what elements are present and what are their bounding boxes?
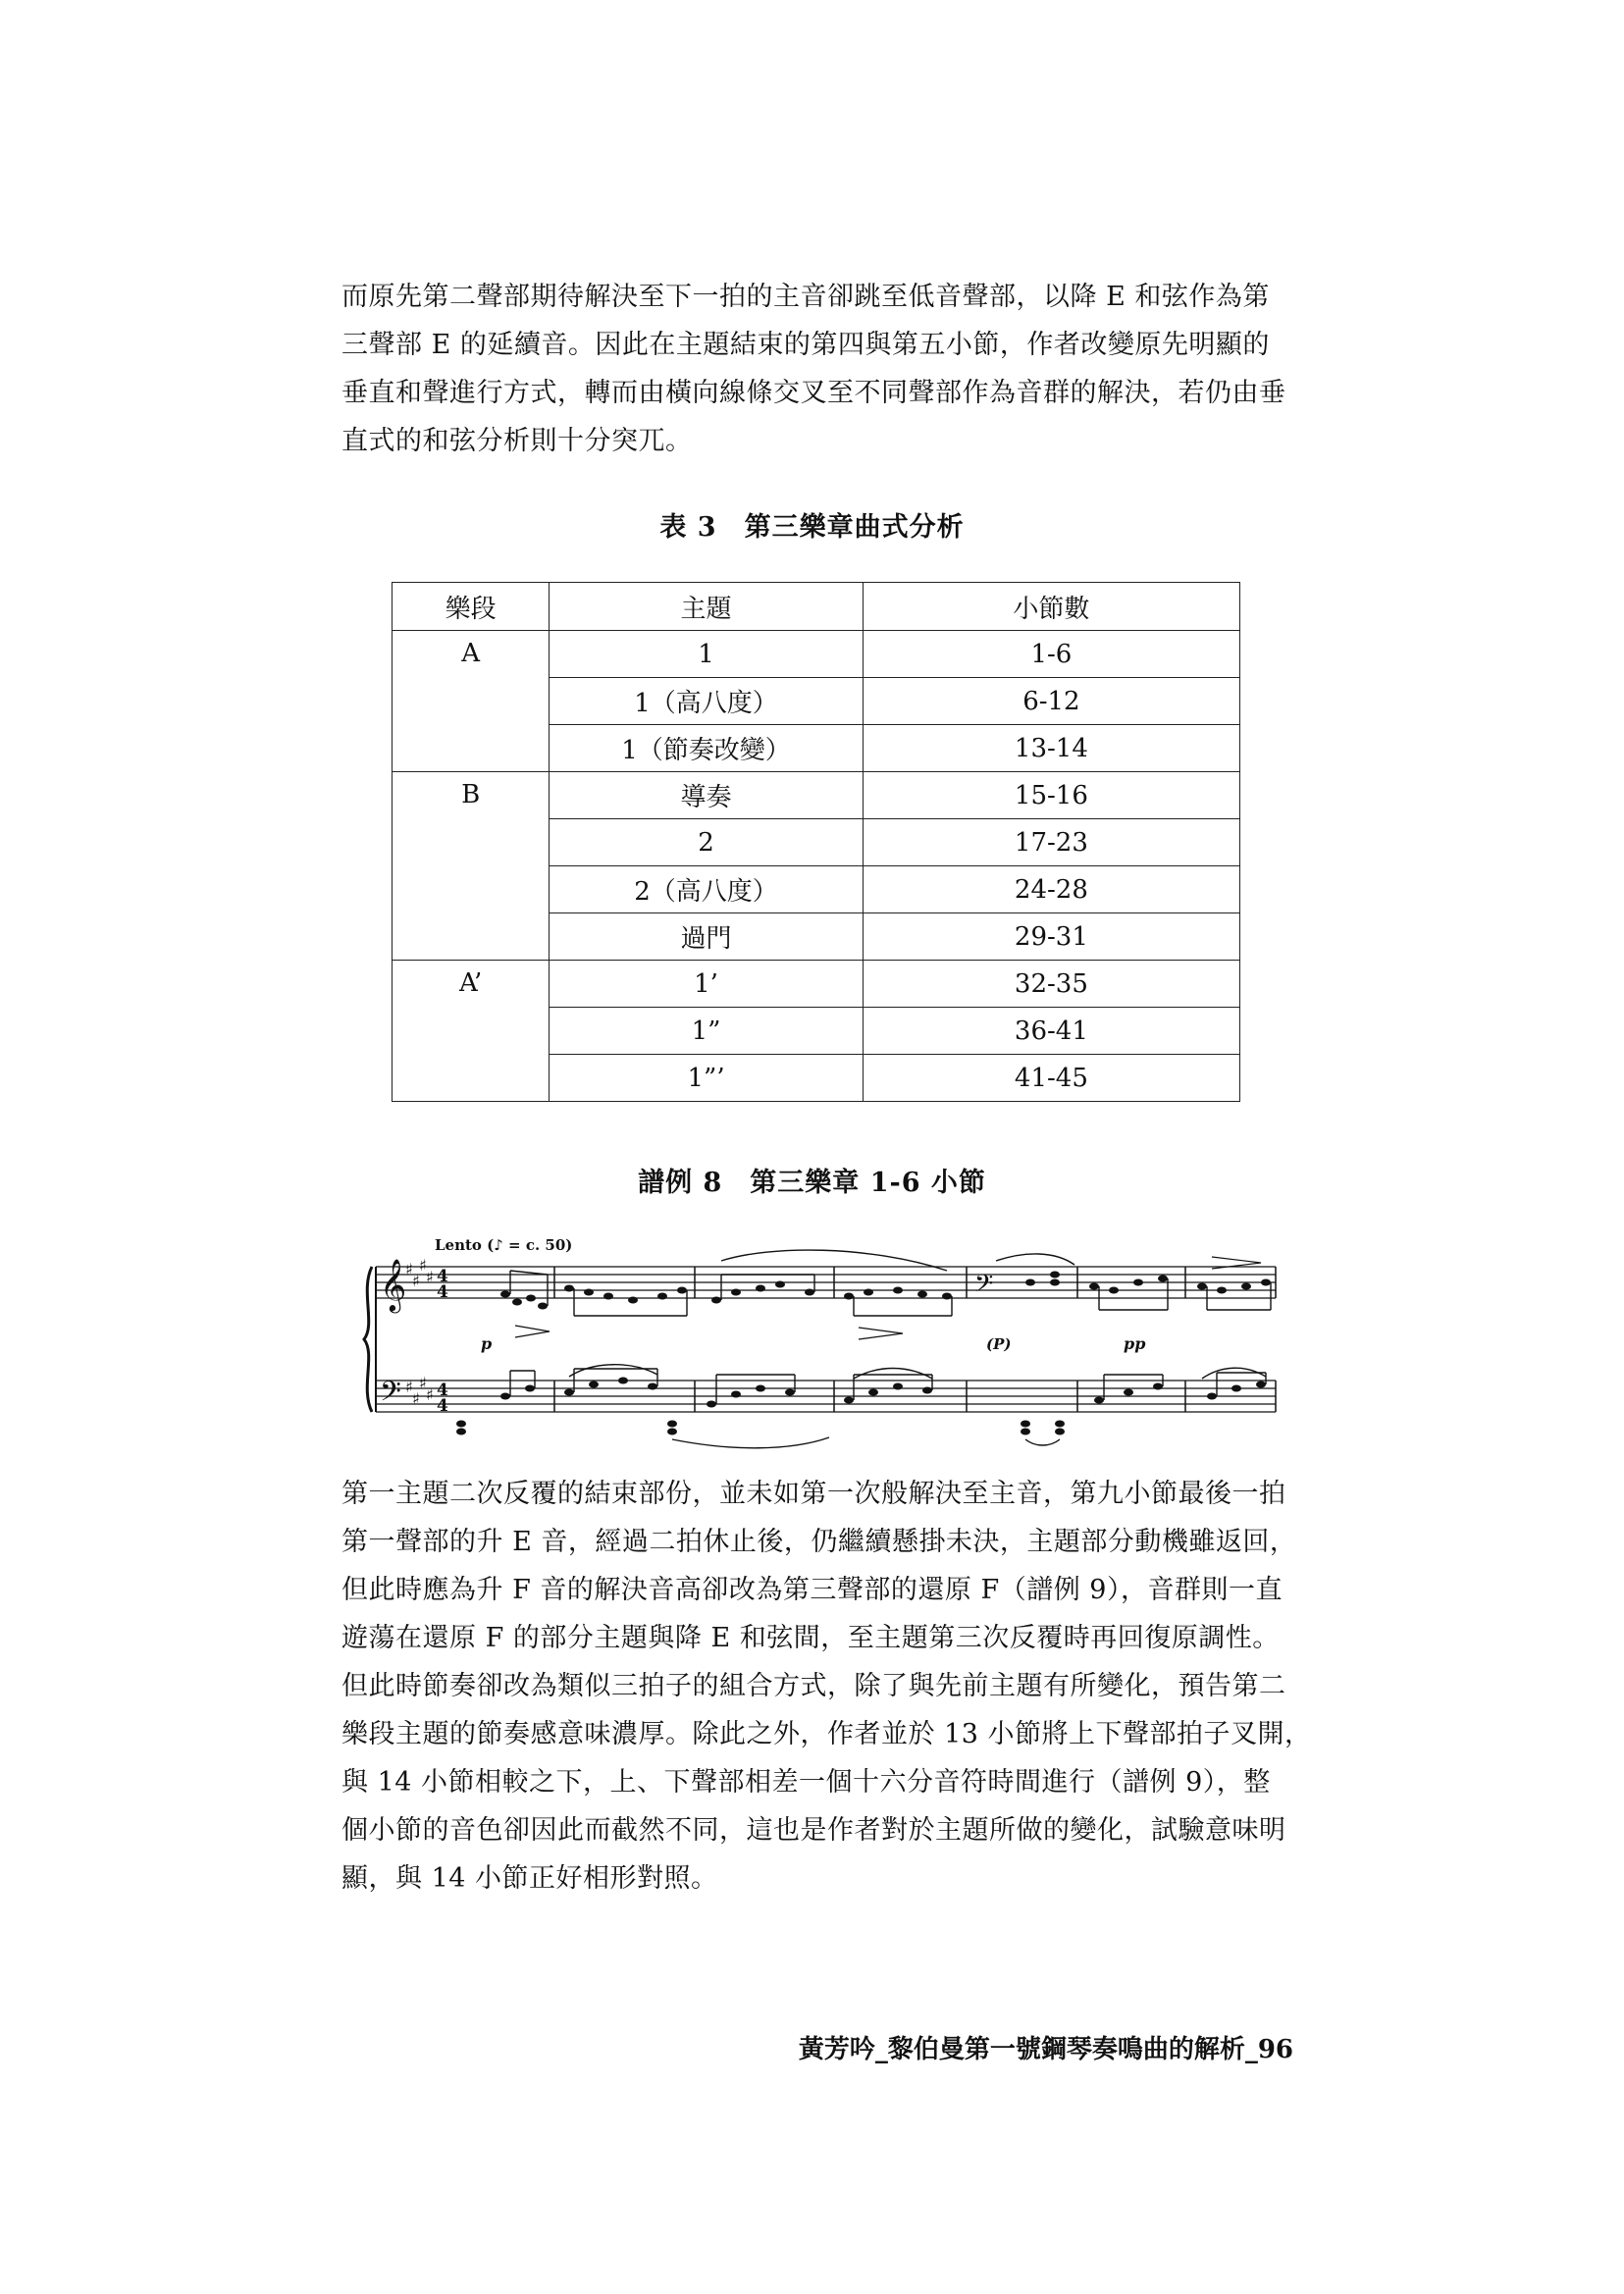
svg-text:♯: ♯ [412,1272,420,1290]
key-signature-sharps [405,1256,434,1408]
text-line: 樂段主題的節奏感意味濃厚。除此之外，作者並於 13 小節將上下聲部拍子叉開， [341,1719,1312,1749]
dynamic-pp: pp [1124,1334,1146,1353]
table-row [393,961,1240,1008]
text-line: 三聲部 E 的延續音。因此在主題結束的第四與第五小節，作者改變原先明顯的 [341,330,1270,360]
header-bars: 小節數 [863,583,1239,631]
dynamic-p-paren: (P) [986,1335,1012,1353]
bars-cell: 24-28 [863,866,1239,913]
bars-cell: 13-14 [863,725,1239,772]
form-analysis-table [392,582,1240,1102]
example-caption: 譜例 8 第三樂章 1-6 小節 [638,1168,986,1198]
theme-cell: 1 [550,631,864,678]
svg-text:4: 4 [437,1282,448,1302]
text-line: 第一主題二次反覆的結束部份，並未如第一次般解決至主音，第九小節最後一拍 [341,1479,1286,1509]
section-cell: B [393,772,550,961]
svg-text:♯: ♯ [426,1385,434,1404]
svg-text:♯: ♯ [405,1378,413,1396]
svg-text:4: 4 [437,1267,448,1286]
text-line: 但此時應為升 F 音的解決音高卻改為第三聲部的還原 F（譜例 9），音群則一直 [341,1575,1283,1605]
bars-cell: 6-12 [863,678,1239,725]
svg-text:♯: ♯ [419,1374,427,1392]
bass-clef-change-icon: 𝄢 [974,1270,994,1304]
bass-notes [456,1378,1266,1435]
svg-text:♯: ♯ [412,1389,420,1408]
svg-text:4: 4 [437,1381,448,1400]
dynamic-p: p [481,1334,493,1353]
page-footer: 黃芳吟_黎伯曼第一號鋼琴奏鳴曲的解析_96 [798,2035,1293,2064]
theme-cell: 1’ [550,961,864,1008]
theme-cell: 1（高八度） [550,678,864,725]
svg-text:♯: ♯ [426,1268,434,1286]
bars-cell: 41-45 [863,1055,1239,1102]
table-row [393,772,1240,819]
text-line: 個小節的音色卻因此而截然不同，這也是作者對於主題所做的變化，試驗意味明 [341,1815,1286,1846]
theme-cell: 2（高八度） [550,866,864,913]
tempo-marking: Lento (♪ = c. 50) [435,1236,573,1254]
table-header-row [393,583,1240,631]
bars-cell: 15-16 [863,772,1239,819]
bars-cell: 17-23 [863,819,1239,866]
bass-clef-icon: 𝄢 [380,1376,401,1415]
svg-text:4: 4 [437,1396,448,1416]
theme-cell: 過門 [550,913,864,961]
text-line: 遊蕩在還原 F 的部分主題與降 E 和弦間，至主題第三次反覆時再回復原調性。 [341,1623,1280,1653]
text-line: 直式的和弦分析則十分突兀。 [341,426,693,456]
bars-cell: 32-35 [863,961,1239,1008]
treble-clef-icon: 𝄞 [380,1258,407,1311]
paragraph-1 [341,273,1293,465]
bars-cell: 29-31 [863,913,1239,961]
time-signature [437,1267,448,1416]
text-line: 垂直和聲進行方式，轉而由橫向線條交叉至不同聲部作為音群的解決，若仍由垂 [341,378,1286,408]
text-line: 與 14 小節相較之下，上、下聲部相差一個十六分音符時間進行（譜例 9），整 [341,1767,1271,1798]
music-score-excerpt [358,1231,1281,1452]
theme-cell: 1（節奏改變） [550,725,864,772]
bars-cell: 36-41 [863,1008,1239,1055]
svg-text:♯: ♯ [405,1260,413,1278]
text-line: 第一聲部的升 E 音，經過二拍休止後，仍繼續懸掛未決，主題部分動機雖返回， [341,1527,1297,1557]
theme-cell: 導奏 [550,772,864,819]
theme-cell: 2 [550,819,864,866]
section-cell: A [393,631,550,772]
table-row [393,631,1240,678]
header-theme: 主題 [550,583,864,631]
text-line: 顯，與 14 小節正好相形對照。 [341,1863,718,1894]
theme-cell: 1” [550,1008,864,1055]
bars-cell: 1-6 [863,631,1239,678]
svg-text:♯: ♯ [419,1256,427,1275]
section-cell: A’ [393,961,550,1102]
header-section: 樂段 [393,583,550,631]
text-line: 而原先第二聲部期待解決至下一拍的主音卻跳至低音聲部，以降 E 和弦作為第 [341,282,1270,312]
text-line: 但此時節奏卻改為類似三拍子的組合方式，除了與先前主題有所變化，預告第二 [341,1671,1286,1701]
brace [364,1267,372,1412]
table-caption: 表 3 第三樂章曲式分析 [659,512,965,543]
bass-stems-beams [510,1365,1266,1448]
paragraph-2 [341,1470,1312,1903]
theme-cell: 1”’ [550,1055,864,1102]
